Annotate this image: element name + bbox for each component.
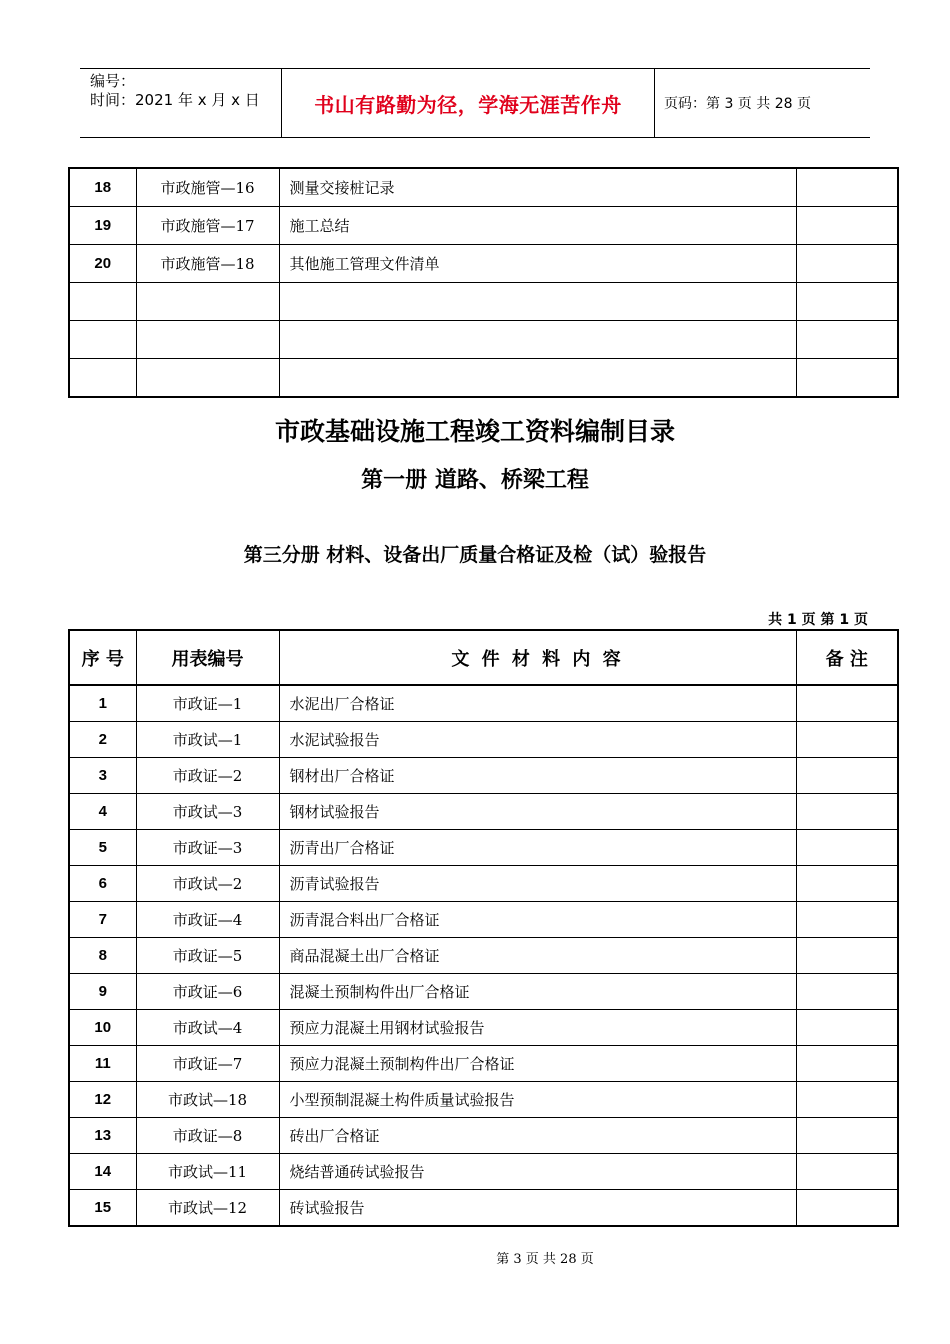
row-form-code: 市政试—4 [136,1010,279,1046]
table-page-count: 共 1 页 第 1 页 [768,612,868,628]
row-content: 烧结普通砖试验报告 [279,1154,796,1190]
table-row [69,866,898,902]
header-serial-number: 序 号 [69,630,136,685]
header-motto-cell [281,69,655,137]
row-serial-number: 12 [69,1082,136,1118]
document-number-label: 编号： [90,72,136,90]
row-form-code: 市政试—11 [136,1154,279,1190]
table-row [69,1082,898,1118]
row-serial-number: 9 [69,974,136,1010]
row-serial-number: 14 [69,1154,136,1190]
row-content: 钢材出厂合格证 [279,758,796,794]
row-content: 水泥试验报告 [279,722,796,758]
row-remark [796,245,898,283]
part-title: 第三分册 材料、设备出厂质量合格证及检（试）验报告 [243,544,707,566]
table-row [69,938,898,974]
row-remark [796,866,898,902]
row-form-code: 市政施管—17 [136,207,279,245]
row-form-code: 市政试—2 [136,866,279,902]
row-remark [796,1010,898,1046]
table-row [69,1010,898,1046]
row-serial-number: 19 [69,207,136,245]
row-serial-number: 5 [69,830,136,866]
header-form-code: 用表编号 [136,630,279,685]
row-remark [796,974,898,1010]
table-row [69,1046,898,1082]
row-content [279,321,796,359]
row-serial-number: 11 [69,1046,136,1082]
document-date: 时间：2021 年 x 月 x 日 [90,91,260,109]
row-content: 商品混凝土出厂合格证 [279,938,796,974]
row-content: 预应力混凝土用钢材试验报告 [279,1010,796,1046]
row-serial-number: 6 [69,866,136,902]
row-remark [796,938,898,974]
table-row [69,902,898,938]
table-row [69,830,898,866]
row-remark [796,685,898,722]
row-form-code: 市政证—6 [136,974,279,1010]
row-serial-number [69,359,136,398]
row-serial-number: 7 [69,902,136,938]
row-content: 混凝土预制构件出厂合格证 [279,974,796,1010]
row-form-code: 市政证—1 [136,685,279,722]
row-form-code: 市政试—1 [136,722,279,758]
row-remark [796,359,898,398]
row-form-code: 市政试—18 [136,1082,279,1118]
row-serial-number: 3 [69,758,136,794]
row-content: 水泥出厂合格证 [279,685,796,722]
row-serial-number: 13 [69,1118,136,1154]
catalog-title: 市政基础设施工程竣工资料编制目录 [274,417,675,446]
row-form-code: 市政施管—16 [136,168,279,207]
row-serial-number: 20 [69,245,136,283]
row-form-code: 市政试—3 [136,794,279,830]
row-form-code: 市政证—7 [136,1046,279,1082]
header-motto: 书山有路勤为径，学海无涯苦作舟 [314,92,622,117]
table-row [69,245,898,283]
table-header-row [69,630,898,685]
table-row [69,359,898,398]
header-remark: 备 注 [796,630,898,685]
table-row [69,974,898,1010]
row-remark [796,758,898,794]
row-form-code: 市政证—5 [136,938,279,974]
row-form-code: 市政证—4 [136,902,279,938]
row-serial-number [69,283,136,321]
volume-title: 第一册 道路、桥梁工程 [361,468,589,493]
table-row [69,685,898,722]
row-serial-number [69,321,136,359]
row-content: 砖出厂合格证 [279,1118,796,1154]
row-remark [796,283,898,321]
row-remark [796,722,898,758]
row-content: 砖试验报告 [279,1190,796,1227]
header-content: 文 件 材 料 内 容 [279,630,796,685]
lower-catalog-table [68,629,899,1227]
table-row [69,794,898,830]
row-serial-number: 18 [69,168,136,207]
row-remark [796,794,898,830]
table-row [69,1154,898,1190]
row-remark [796,168,898,207]
row-serial-number: 15 [69,1190,136,1227]
upper-catalog-table [68,167,899,398]
row-content: 预应力混凝土预制构件出厂合格证 [279,1046,796,1082]
header-page-info: 页码：第 3 页 共 28 页 [664,96,811,112]
row-remark [796,830,898,866]
table-row [69,1118,898,1154]
table-row [69,321,898,359]
row-content [279,359,796,398]
row-remark [796,321,898,359]
row-form-code: 市政证—3 [136,830,279,866]
table-row [69,758,898,794]
table-row [69,168,898,207]
row-form-code [136,321,279,359]
row-remark [796,1082,898,1118]
table-row [69,207,898,245]
row-remark [796,902,898,938]
row-serial-number: 2 [69,722,136,758]
row-serial-number: 1 [69,685,136,722]
row-remark [796,1046,898,1082]
row-remark [796,1154,898,1190]
row-remark [796,207,898,245]
row-remark [796,1118,898,1154]
row-serial-number: 4 [69,794,136,830]
page-footer: 第 3 页 共 28 页 [496,1252,594,1267]
row-content: 钢材试验报告 [279,794,796,830]
row-content: 小型预制混凝土构件质量试验报告 [279,1082,796,1118]
row-form-code: 市政施管—18 [136,245,279,283]
row-content: 沥青出厂合格证 [279,830,796,866]
row-content: 沥青混合料出厂合格证 [279,902,796,938]
row-form-code: 市政试—12 [136,1190,279,1227]
table-row [69,722,898,758]
row-content [279,283,796,321]
row-form-code: 市政证—8 [136,1118,279,1154]
header-meta [80,69,280,137]
document-header [80,68,870,138]
row-form-code [136,283,279,321]
header-page-cell [655,69,870,137]
row-remark [796,1190,898,1227]
row-form-code: 市政证—2 [136,758,279,794]
row-serial-number: 10 [69,1010,136,1046]
row-content: 测量交接桩记录 [279,168,796,207]
row-form-code [136,359,279,398]
row-serial-number: 8 [69,938,136,974]
row-content: 沥青试验报告 [279,866,796,902]
table-row [69,1190,898,1227]
table-row [69,283,898,321]
row-content: 其他施工管理文件清单 [279,245,796,283]
row-content: 施工总结 [279,207,796,245]
